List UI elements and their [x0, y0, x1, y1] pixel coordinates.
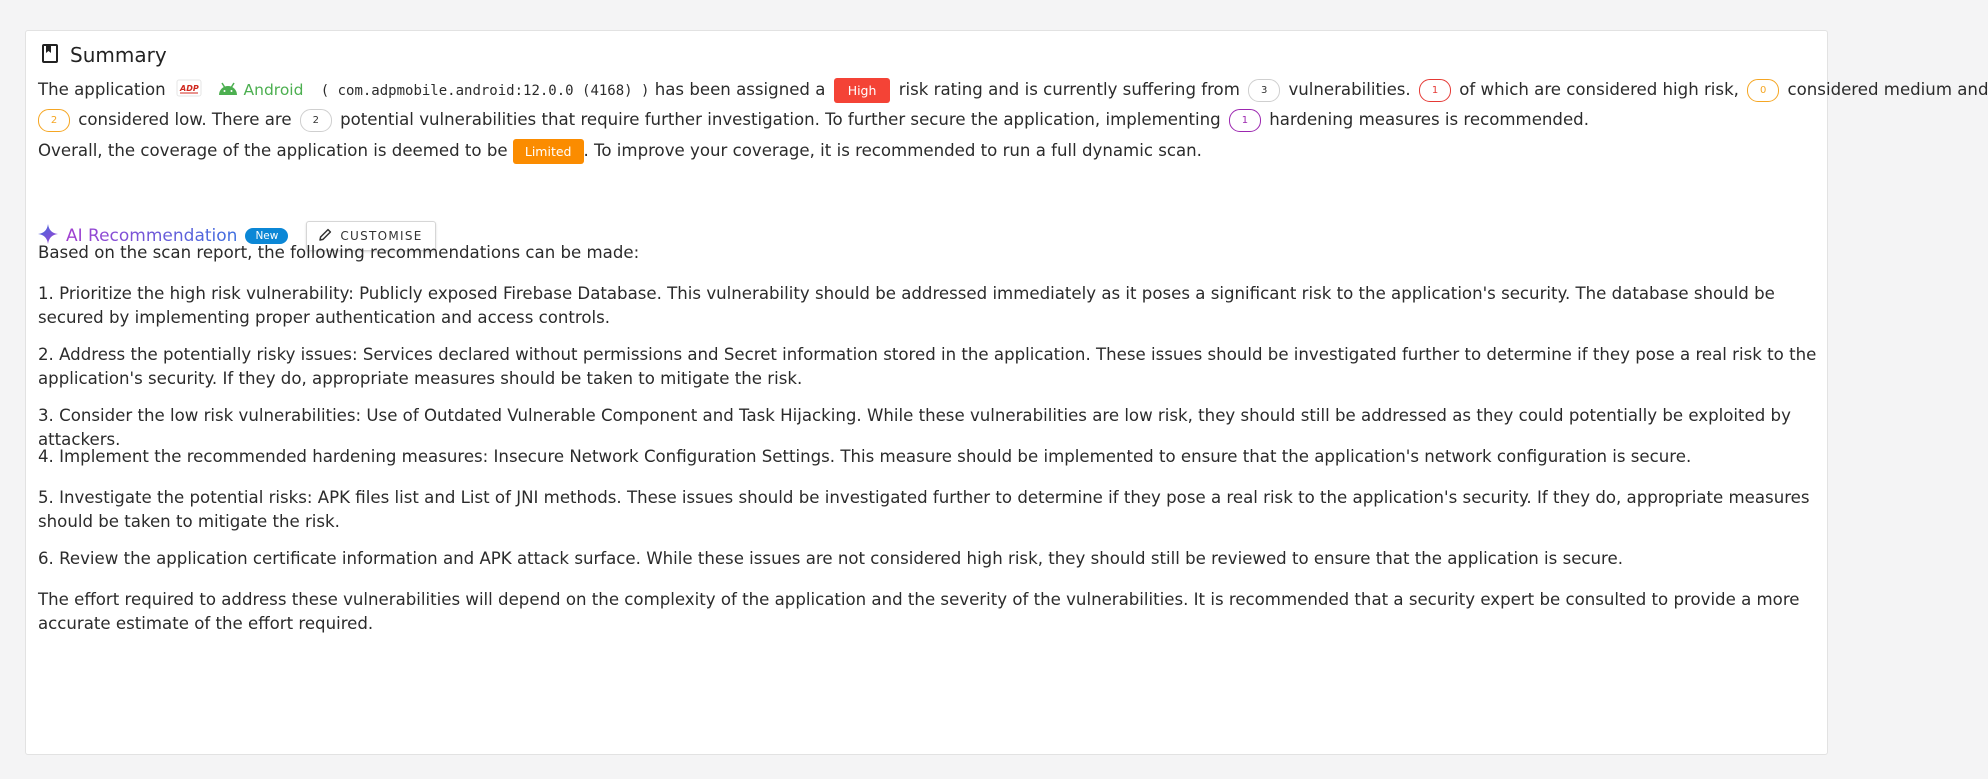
hardening-count-badge: 1	[1229, 109, 1261, 132]
platform-label: Android	[243, 81, 304, 99]
summary-card	[25, 30, 1988, 755]
low-risk-count-badge: 2	[38, 109, 70, 132]
high-risk-count-badge: 1	[1419, 79, 1451, 102]
app-logo-icon	[177, 76, 201, 106]
recommendation-item: 1. Prioritize the high risk vulnerability: Publicly exposed Firebase Database. This vulnerability should be addressed immediately as it poses a significant risk to the application's security. The database should be secured by implementing proper authentication and access controls.	[38, 284, 1775, 327]
medium-risk-count-badge: 0	[1747, 79, 1779, 102]
customise-label: CUSTOMISE	[340, 229, 423, 243]
recommendation-item: 3. Consider the low risk vulnerabilities: Use of Outdated Vulnerable Component and Task Hijacking. While these vulnerabilities are low risk, they should still be addressed as they could potentially be exploited by attackers.	[38, 406, 1791, 449]
android-icon	[218, 76, 238, 106]
recommendation-item: 6. Review the application certificate information and APK attack surface. While these issues are not considered high risk, they should still be reviewed to ensure that the application is secure.	[38, 549, 1624, 568]
recommendation-conclusion: The effort required to address these vulnerabilities will depend on the complexity of the application and the severity of the vulnerabilities. It is recommended that a security expert be consulted to provide a more accurate estimate of the effort required.	[38, 590, 1800, 633]
recommendation-item: 2. Address the potentially risky issues: Services declared without permissions and Secret information stored in the application. These issues should be investigated further to determine if they pose a real risk to the application's security. If they do, appropriate measures should be taken to mitigate the risk.	[38, 345, 1817, 388]
recommendation-item: 5. Investigate the potential risks: APK files list and List of JNI methods. These issues should be investigated further to determine if they pose a real risk to the application's security. If they do, appropriate measures should be taken to mitigate the risk.	[38, 488, 1810, 531]
potential-count-badge: 2	[300, 109, 332, 132]
bookmark-icon	[42, 44, 58, 67]
package-name: ( com.adpmobile.android:12.0.0 (4168) )	[320, 83, 650, 99]
vulnerability-count-badge: 3	[1248, 79, 1280, 102]
summary-title: Summary	[70, 43, 167, 67]
summary-line-1: The application ADP Android ( com.adpmobile.android:12.0.0 (4168) ) has been assigned a High risk rating and is currently suffering from 3 vulnerabilities. 1 of which are considered high risk, 0 considered medium and	[38, 75, 1817, 106]
new-badge: New	[245, 228, 288, 244]
svg-text:ADP: ADP	[179, 83, 199, 93]
recommendation-item: 4. Implement the recommended hardening measures: Insecure Network Configuration Settings. This measure should be implemented to ensure that the application's network configuration is secure.	[38, 447, 1692, 466]
ai-recommendation-label: AI Recommendation	[66, 226, 238, 246]
risk-rating-badge: High	[834, 78, 891, 103]
coverage-level-badge: Limited	[513, 139, 584, 164]
summary-header	[42, 43, 167, 67]
coverage-line: Overall, the coverage of the application is deemed to be Limited . To improve your coverage, it is recommended to run a full dynamic scan.	[38, 136, 1817, 166]
recommendation-intro: Based on the scan report, the following recommendations can be made:	[38, 243, 640, 262]
summary-line-2: 2 considered low. There are 2 potential vulnerabilities that require further investigation. To further secure the application, implementing 1 hardening measures is recommended.	[38, 105, 1817, 135]
